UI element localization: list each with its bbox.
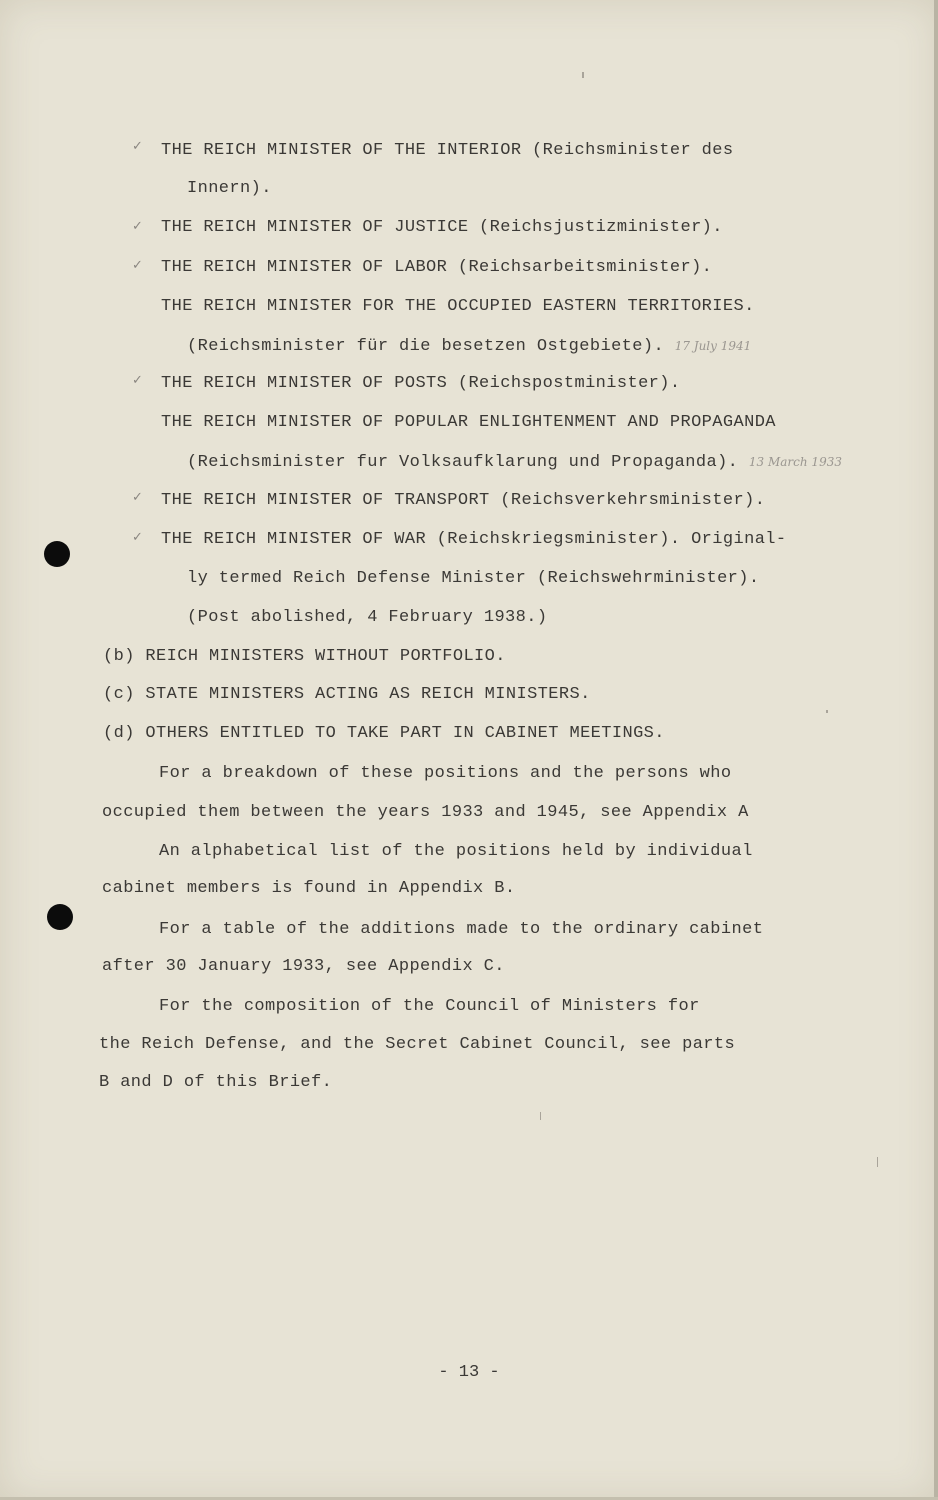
check-mark-icon: ✓: [132, 139, 143, 154]
handwritten-date-note: 17 July 1941: [674, 339, 752, 353]
entry-propaganda-cont: [187, 451, 842, 474]
check-mark-icon: ✓: [132, 490, 143, 505]
paragraph-line: after 30 January 1933, see Appendix C.: [102, 957, 505, 976]
section-b: (b) REICH MINISTERS WITHOUT PORTFOLIO.: [103, 647, 506, 666]
entry-posts: THE REICH MINISTER OF POSTS (Reichspostminister).: [161, 374, 681, 393]
check-mark-icon: ✓: [132, 373, 143, 388]
handwritten-date-note: 13 March 1933: [748, 455, 842, 469]
paper-speck: [826, 710, 828, 713]
entry-labor: THE REICH MINISTER OF LABOR (Reichsarbeitsminister).: [161, 258, 713, 277]
paragraph-line: For a table of the additions made to the ordinary cabinet: [159, 920, 764, 939]
punch-hole: [44, 541, 70, 567]
paragraph-line: occupied them between the years 1933 and 1945, see Appendix A: [102, 803, 749, 822]
paragraph-line: For a breakdown of these positions and the persons who: [159, 764, 732, 783]
paragraph-line: For the composition of the Council of Ministers for: [159, 997, 700, 1016]
entry-eastern-territories: THE REICH MINISTER FOR THE OCCUPIED EASTERN TERRITORIES.: [161, 297, 755, 316]
paragraph-line: B and D of this Brief.: [99, 1073, 333, 1092]
entry-eastern-territories-cont: [187, 335, 751, 358]
check-mark-icon: ✓: [132, 219, 143, 234]
paper-speck: [582, 72, 584, 78]
entry-war-abolished: (Post abolished, 4 February 1938.): [187, 608, 548, 627]
section-d: (d) OTHERS ENTITLED TO TAKE PART IN CABINET MEETINGS.: [103, 724, 665, 743]
entry-text: (Reichsminister fur Volksaufklarung und Propaganda).: [187, 453, 739, 472]
punch-hole: [47, 904, 73, 930]
paper-speck: [540, 1112, 541, 1120]
paper-speck: [877, 1157, 878, 1167]
entry-propaganda: THE REICH MINISTER OF POPULAR ENLIGHTENMENT AND PROPAGANDA: [161, 413, 776, 432]
section-c: (c) STATE MINISTERS ACTING AS REICH MINISTERS.: [103, 685, 591, 704]
paragraph-line: cabinet members is found in Appendix B.: [102, 879, 516, 898]
check-mark-icon: ✓: [132, 258, 143, 273]
entry-interior-cont: Innern).: [187, 179, 272, 198]
entry-justice: THE REICH MINISTER OF JUSTICE (Reichsjustizminister).: [161, 218, 723, 237]
check-mark-icon: ✓: [132, 530, 143, 545]
page-number: - 13 -: [438, 1363, 500, 1382]
entry-transport: THE REICH MINISTER OF TRANSPORT (Reichsverkehrsminister).: [161, 491, 766, 510]
entry-text: (Reichsminister für die besetzen Ostgebiete).: [187, 337, 665, 356]
entry-interior: THE REICH MINISTER OF THE INTERIOR (Reichsminister des: [161, 141, 734, 160]
page-edge: [934, 0, 938, 1500]
entry-war-cont: ly termed Reich Defense Minister (Reichswehrminister).: [187, 569, 760, 588]
paragraph-line: the Reich Defense, and the Secret Cabinet Council, see parts: [99, 1035, 736, 1054]
entry-war: THE REICH MINISTER OF WAR (Reichskriegsminister). Original-: [161, 530, 787, 549]
paragraph-line: An alphabetical list of the positions held by individual: [159, 842, 753, 861]
